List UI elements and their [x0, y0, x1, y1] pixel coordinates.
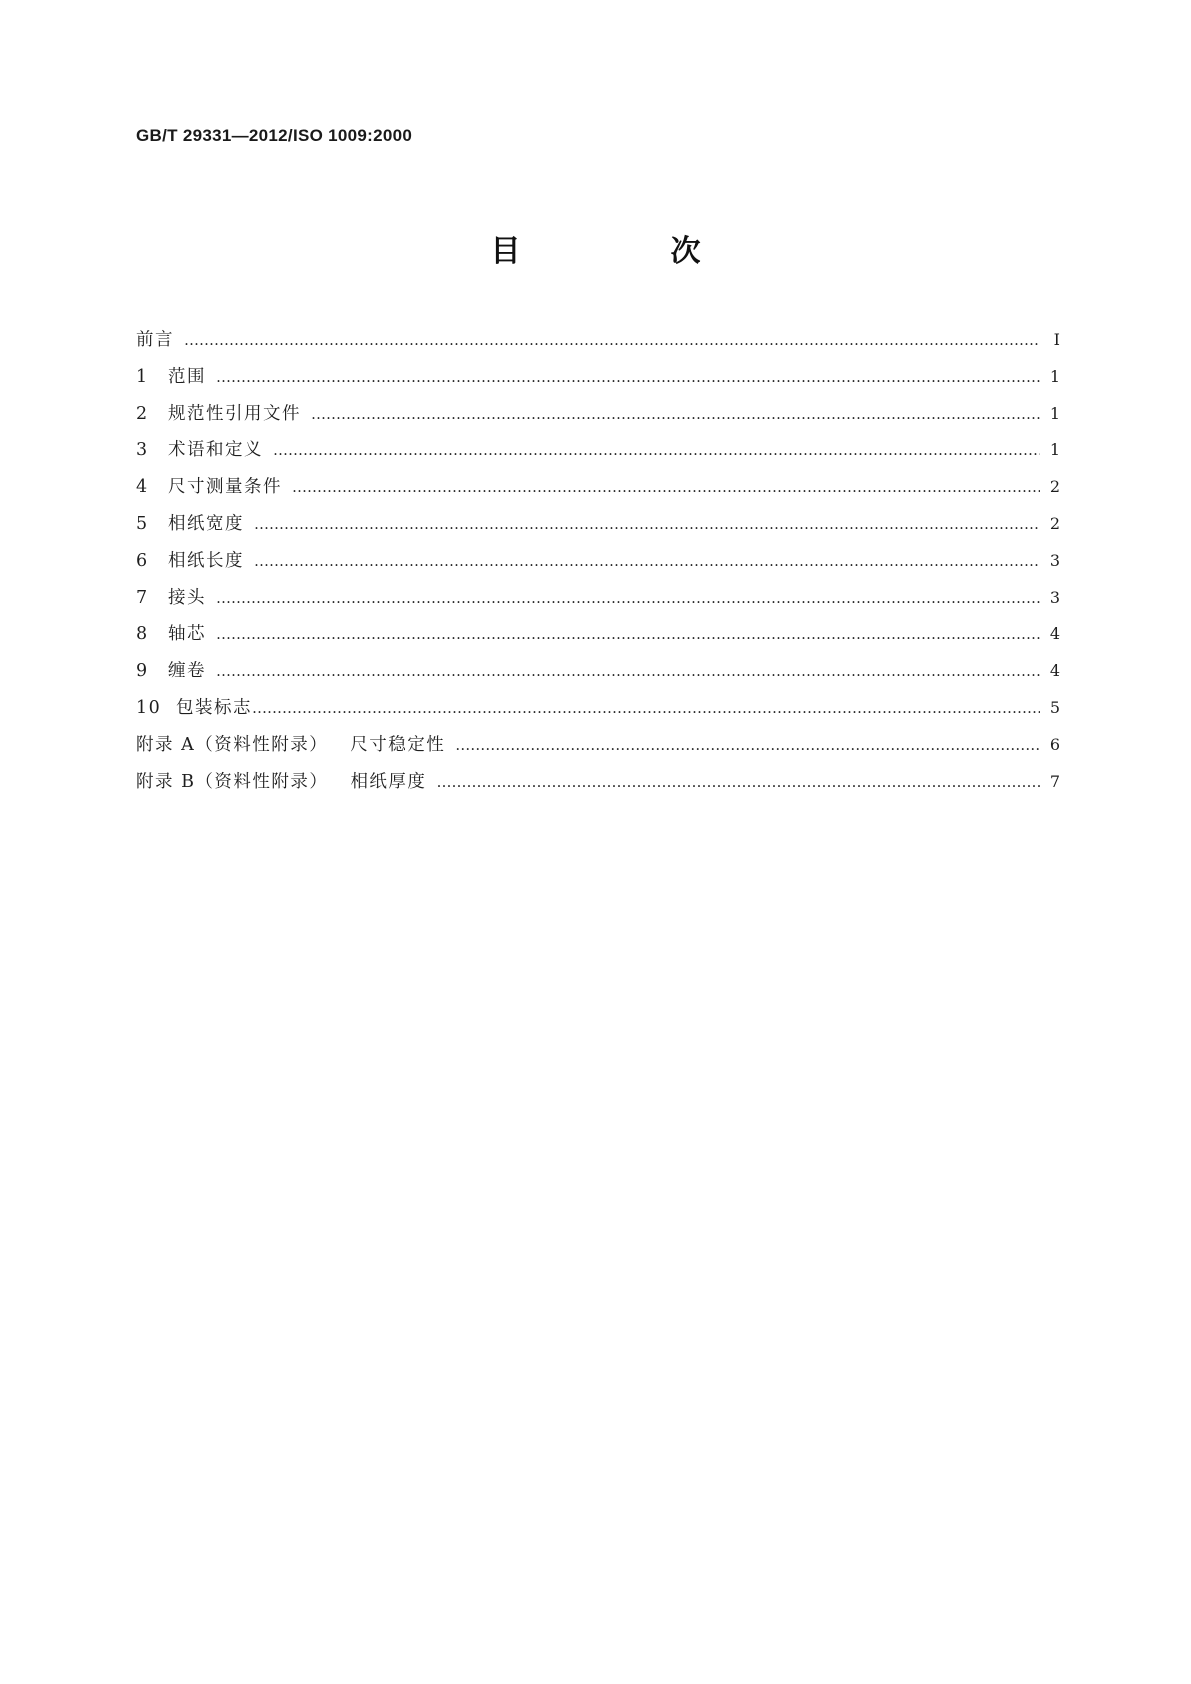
toc-entry-5[interactable]: [136, 510, 1060, 547]
toc-dot-leader: [254, 552, 1040, 570]
toc-entry-6[interactable]: [136, 547, 1060, 584]
toc-entry-9[interactable]: [136, 657, 1060, 694]
toc-entry-1[interactable]: [136, 363, 1060, 400]
toc-entry-number: 7: [136, 587, 149, 608]
toc-page-number: 4: [1049, 624, 1060, 644]
toc-entry-number: 5: [136, 513, 149, 534]
toc-page-number: 6: [1049, 734, 1060, 754]
toc-dot-leader: [455, 736, 1040, 754]
toc-entry-label: 相纸长度: [168, 550, 244, 571]
toc-entry-number: 1: [136, 366, 149, 387]
annex-title: 尺寸稳定性: [350, 734, 446, 755]
toc-dot-leader: [254, 515, 1040, 533]
toc-page-number: Ⅰ: [1053, 330, 1060, 349]
toc-entry-label: 轴芯: [168, 624, 206, 645]
standard-number: GB/T 29331—2012/ISO 1009:2000: [136, 126, 413, 145]
toc-entry-label: [136, 731, 445, 756]
toc-entry-number: 3: [136, 440, 149, 461]
annex-designation: 附录 B（资料性附录）: [136, 771, 329, 792]
toc-entry-3[interactable]: [136, 436, 1060, 473]
toc-page-number: 1: [1049, 440, 1060, 460]
toc-entry-label: 缠卷: [168, 661, 206, 682]
toc-page-number: 3: [1049, 587, 1060, 607]
toc-dot-leader: [311, 405, 1040, 423]
toc-page-number: 1: [1049, 403, 1060, 423]
toc-dot-leader: [216, 589, 1040, 607]
annex-title: 相纸厚度: [350, 771, 427, 792]
toc-entry-label: 范围: [168, 366, 206, 387]
toc-entry-annex-b[interactable]: [136, 768, 1060, 805]
toc-entry-label: 相纸宽度: [168, 513, 244, 534]
toc-page-number: 2: [1049, 477, 1060, 497]
toc-entry-label: 前言: [136, 330, 174, 350]
toc-entry-label: 尺寸测量条件: [168, 477, 282, 498]
toc-entry-number: 10: [136, 697, 162, 718]
toc-dot-leader: [216, 368, 1040, 386]
toc-entry-foreword[interactable]: [136, 326, 1060, 363]
toc-dot-leader: [273, 441, 1040, 459]
toc-entry-label: 包装标志: [176, 697, 252, 718]
toc-page-number: 5: [1049, 697, 1060, 717]
toc-page-number: 4: [1049, 661, 1060, 681]
toc-entry-annex-a[interactable]: [136, 731, 1060, 768]
toc-entry-label: 接头: [168, 587, 206, 608]
toc-dot-leader: [216, 662, 1040, 680]
toc-entry-4[interactable]: [136, 473, 1060, 510]
toc-entry-7[interactable]: [136, 584, 1060, 621]
toc-entry-number: 8: [136, 624, 149, 645]
toc-entry-label: 规范性引用文件: [168, 403, 301, 424]
toc-dot-leader: [216, 625, 1040, 643]
toc-entry-number: 6: [136, 550, 149, 571]
toc-dot-leader: [292, 478, 1040, 496]
page-title: 目 次: [490, 234, 761, 269]
toc-page-number: 1: [1049, 366, 1060, 386]
toc-entry-number: 9: [136, 661, 149, 682]
toc-page-number: 7: [1049, 771, 1060, 791]
table-of-contents: [136, 326, 1060, 804]
toc-entry-label: 术语和定义: [168, 440, 263, 461]
toc-entry-number: 4: [136, 477, 149, 498]
annex-designation: 附录 A（资料性附录）: [136, 734, 329, 755]
toc-entry-number: 2: [136, 403, 149, 424]
toc-page-number: 2: [1049, 513, 1060, 533]
toc-dot-leader: [184, 331, 1040, 349]
toc-dot-leader: [252, 699, 1040, 717]
toc-entry-8[interactable]: [136, 620, 1060, 657]
toc-dot-leader: [436, 773, 1040, 791]
toc-entry-label: [136, 768, 426, 793]
toc-page-number: 3: [1049, 550, 1060, 570]
toc-entry-2[interactable]: [136, 400, 1060, 437]
toc-entry-10[interactable]: [136, 694, 1060, 731]
